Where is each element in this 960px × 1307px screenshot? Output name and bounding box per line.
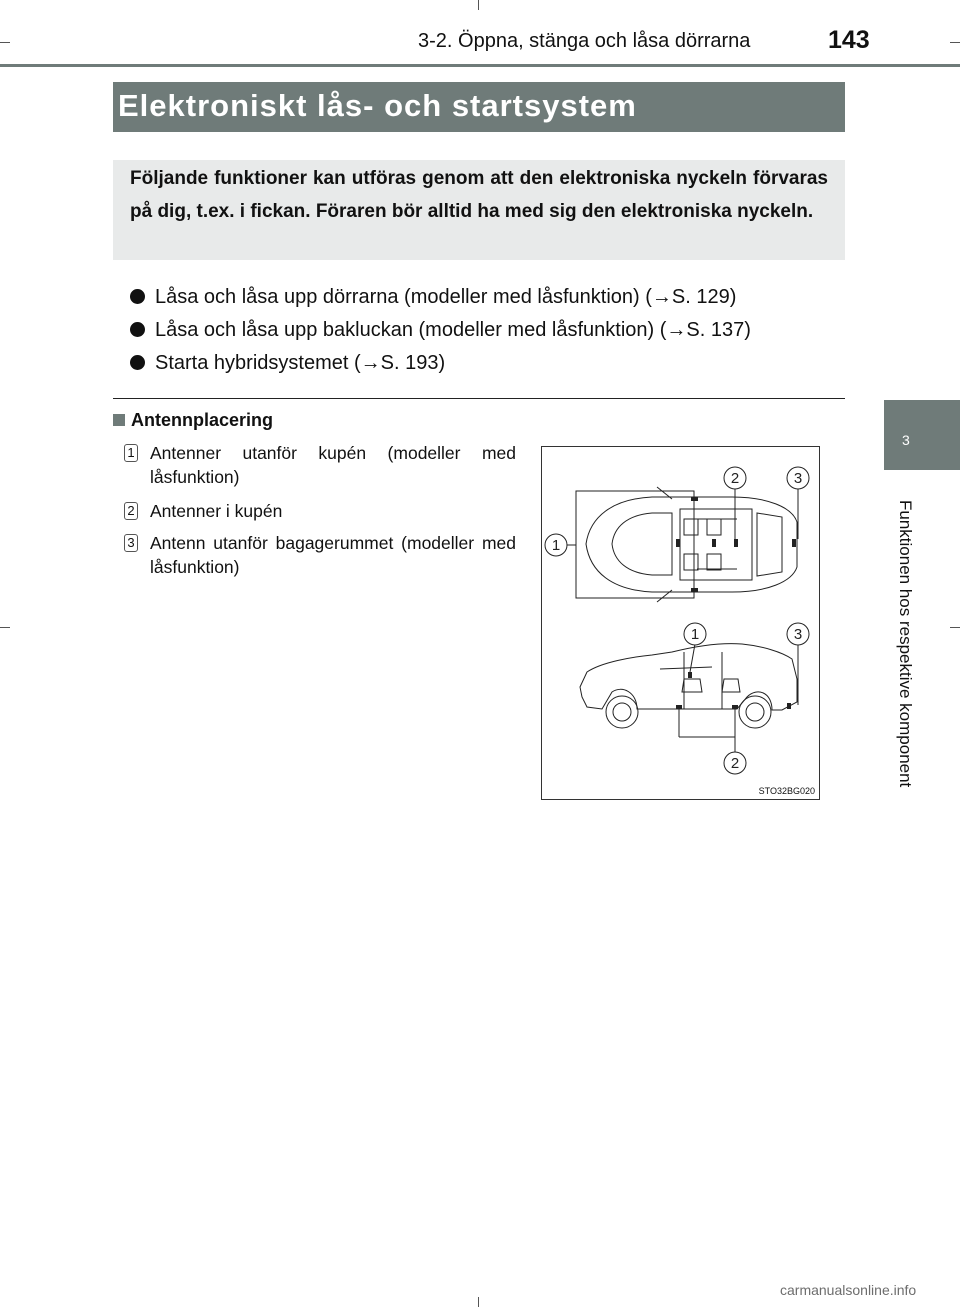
item-text: Antenner utanför kupén (modeller med låsfunktion): [150, 443, 516, 487]
crop-mark: [478, 1297, 479, 1307]
bullet-dot-icon: [130, 289, 145, 304]
bullet-dot-icon: [130, 322, 145, 337]
subsection-heading: [113, 410, 273, 431]
watermark: carmanualsonline.info: [780, 1282, 917, 1298]
crop-mark: [950, 627, 960, 628]
bullet-text: Låsa och låsa upp bakluckan (modeller med låsfunktion) (→S. 137): [155, 319, 751, 341]
running-header-section: 3-2. Öppna, stänga och låsa dörrarna: [418, 30, 751, 52]
crop-mark: [0, 627, 10, 628]
bullet-item: [130, 352, 445, 375]
crop-mark: [950, 42, 960, 43]
bullet-text: Låsa och låsa upp dörrarna (modeller med låsfunktion) (→S. 129): [155, 286, 737, 308]
antenna-markers-side: [676, 672, 791, 709]
chapter-title-vertical: [895, 500, 917, 840]
chapter-number: 3: [902, 432, 910, 448]
page-number: 143: [828, 26, 870, 54]
callout-1-side: 1: [690, 626, 700, 643]
car-diagram: [542, 447, 821, 801]
crop-mark: [0, 42, 10, 43]
bullet-dot-icon: [130, 355, 145, 370]
intro-text: Följande funktioner kan utföras genom att den elektroniska nyckeln förvaras på dig, t.ex. i fickan. Föraren bör alltid ha med sig den elektroniska nyckeln.: [130, 168, 828, 222]
crop-mark: [478, 0, 479, 10]
car-side-view: [580, 644, 797, 728]
chapter-title: Funktionen hos respektive komponent: [896, 500, 915, 788]
page-title: Elektroniskt lås- och startsystem: [118, 88, 637, 123]
bullet-item: [130, 286, 736, 309]
figure-code: STO32BG020: [758, 786, 815, 796]
square-bullet-icon: [113, 414, 125, 426]
callout-3-top: 3: [793, 470, 803, 487]
antenna-location-figure: [541, 446, 820, 800]
subsection-title: Antennplacering: [131, 410, 274, 430]
item-text: Antenn utanför bagagerummet (modeller med låsfunktion): [150, 533, 516, 577]
item-number-badge: 3: [124, 534, 138, 552]
callout-2-top: 2: [730, 470, 740, 487]
car-top-view: [576, 487, 797, 602]
section-divider: [113, 398, 845, 399]
header-rule: [0, 64, 960, 67]
chapter-tab: [884, 400, 960, 470]
bullet-text: Starta hybridsystemet (→S. 193): [155, 352, 446, 374]
item-number-badge: 2: [124, 502, 138, 520]
bullet-item: [130, 319, 751, 342]
callout-1-top: 1: [551, 537, 561, 554]
callout-2-side: 2: [730, 755, 740, 772]
item-number-badge: 1: [124, 444, 138, 462]
item-text: Antenner i kupén: [150, 501, 283, 521]
callout-3-side: 3: [793, 626, 803, 643]
